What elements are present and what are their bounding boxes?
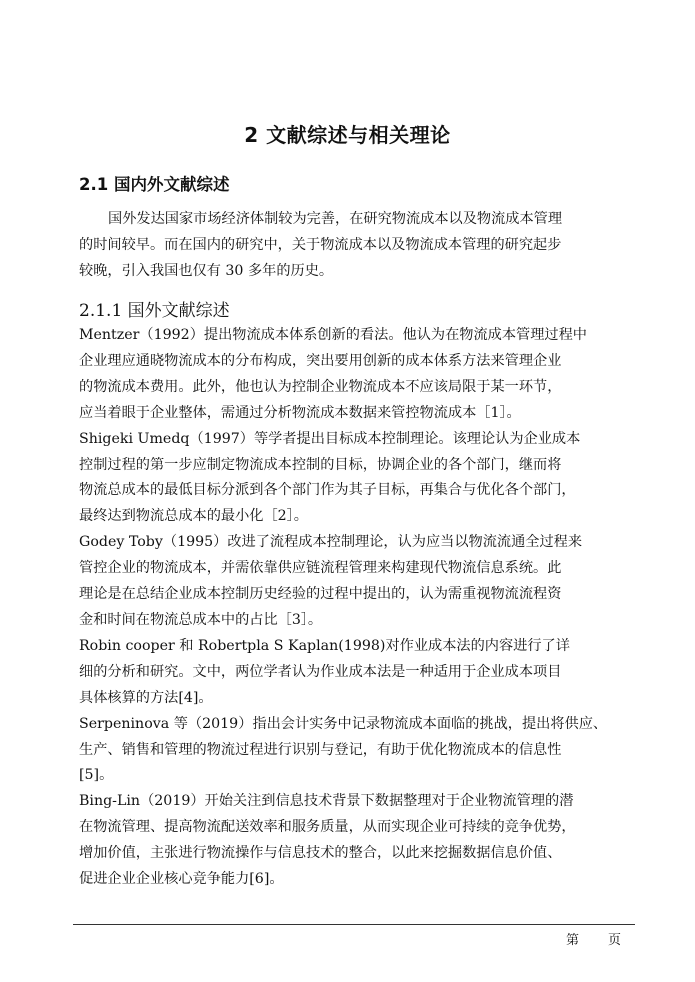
body-line: 促进企业企业核心竞争能力[6]。 — [79, 871, 284, 888]
footer-divider — [73, 924, 635, 925]
page-prefix: 第 — [566, 933, 580, 948]
body-line: 增加价值，主张进行物流操作与信息技术的整合，以此来挖掘数据信息价值、 — [79, 845, 562, 862]
body-line: 最终达到物流总成本的最小化［2］。 — [79, 508, 308, 525]
body-line: Serpeninova 等（2019）指出会计实务中记录物流成本面临的挑战，提出将供应、 — [79, 715, 608, 732]
body-line: Godey Toby（1995）改进了流程成本控制理论，认为应当以物流流通全过程来 — [79, 534, 583, 551]
body-line: 具体核算的方法[4]。 — [79, 689, 213, 706]
body-line: 理论是在总结企业成本控制历史经验的过程中提出的，认为需重视物流流程资 — [79, 586, 562, 603]
section-title: 2.1 国内外文献综述 — [79, 175, 230, 194]
body-line: 控制过程的第一步应制定物流成本控制的目标，协调企业的各个部门，继而将 — [79, 456, 562, 473]
intro-line: 的时间较早。而在国内的研究中，关于物流成本以及物流成本管理的研究起步 — [79, 237, 562, 253]
intro-line: 较晚，引入我国也仅有 30 多年的历史。 — [79, 263, 334, 279]
body-line: 的物流成本费用。此外，他也认为控制企业物流成本不应该局限于某一环节， — [79, 378, 562, 395]
subsection-title: 2.1.1 国外文献综述 — [79, 301, 230, 321]
body-line: [5]。 — [79, 767, 114, 784]
body-line: 细的分析和研究。文中，两位学者认为作业成本法是一种适用于企业成本项目 — [79, 663, 562, 680]
body-line: Bing-Lin（2019）开始关注到信息技术背景下数据整理对于企业物流管理的潜 — [79, 793, 574, 810]
intro-line: 国外发达国家市场经济体制较为完善，在研究物流成本以及物流成本管理 — [108, 211, 563, 227]
page-number-footer — [566, 929, 621, 948]
body-line: Robin cooper 和 Robertpla S Kaplan(1998)对作业成本法的内容进行了详 — [79, 637, 570, 654]
body-line: 金和时间在物流总成本中的占比［3］。 — [79, 611, 323, 628]
body-line: 管控企业的物流成本，并需依靠供应链流程管理来构建现代物流信息系统。此 — [79, 560, 562, 577]
intro-paragraph — [79, 206, 639, 284]
body-line: 物流总成本的最低目标分派到各个部门作为其子目标，再集合与优化各个部门， — [79, 482, 576, 499]
body-line: 在物流管理、提高物流配送效率和服务质量，从而实现企业可持续的竞争优势， — [79, 819, 576, 836]
chapter-title: 2 文献综述与相关理论 — [244, 123, 451, 147]
body-line: Shigeki Umedq（1997）等学者提出目标成本控制理论。该理论认为企业成本 — [79, 430, 581, 447]
body-line: 应当着眼于企业整体，需通过分析物流成本数据来管控物流成本［1］。 — [79, 404, 521, 421]
body-line: 生产、销售和管理的物流过程进行识别与登记，有助于优化物流成本的信息性 — [79, 741, 562, 758]
page-suffix: 页 — [608, 933, 622, 948]
body-line: 企业理应通晓物流成本的分布构成，突出要用创新的成本体系方法来管理企业 — [79, 352, 562, 369]
body-text — [79, 323, 639, 893]
body-line: Mentzer（1992）提出物流成本体系创新的看法。他认为在物流成本管理过程中 — [79, 327, 587, 343]
